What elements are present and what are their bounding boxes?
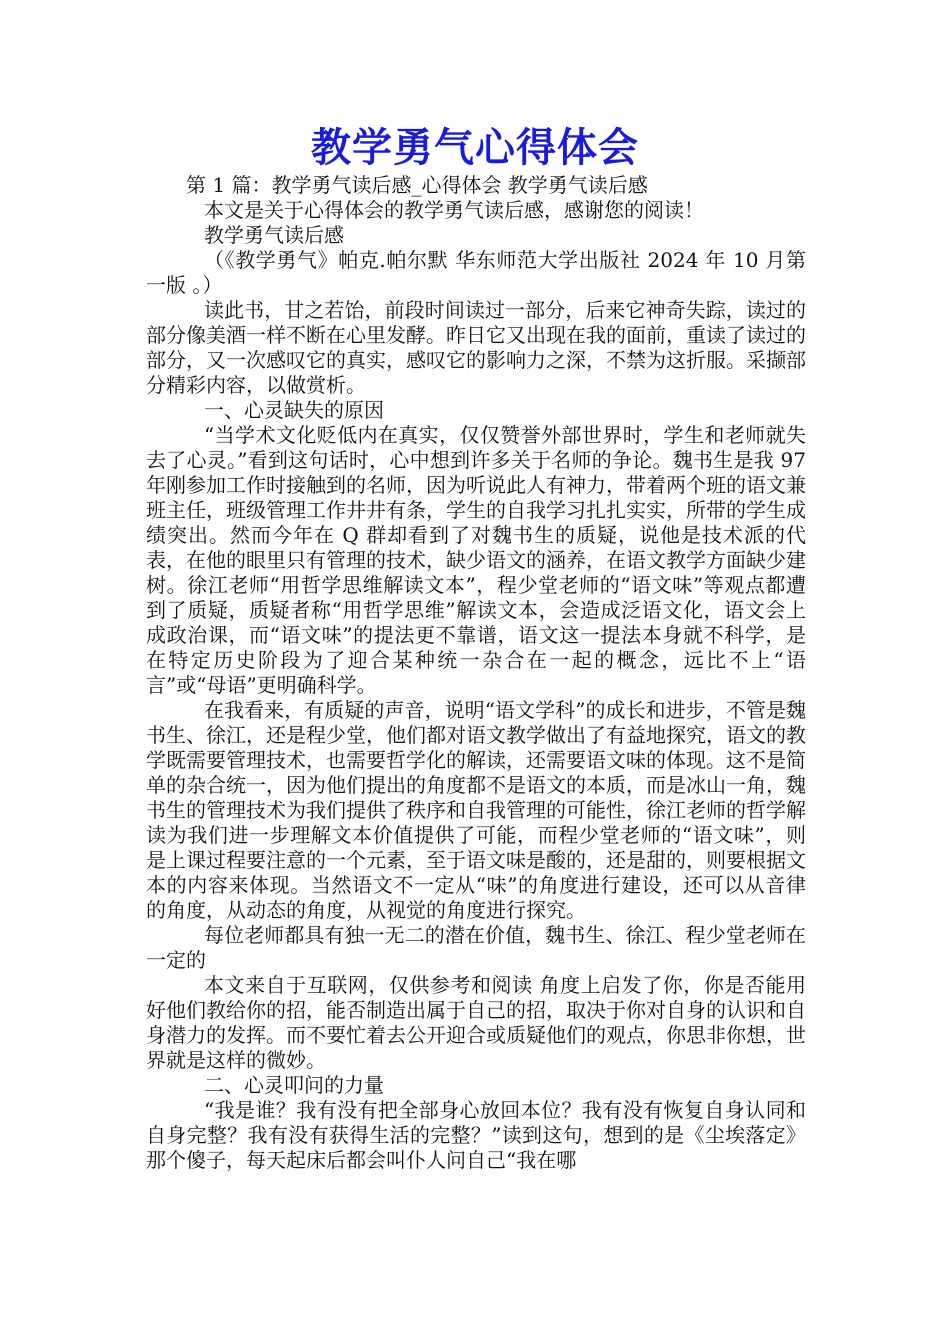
paragraph-quote-2: “我是谁？我有没有把全部身心放回本位？我有没有恢复自身认同和自身完整？我有没有获得生活的完整？”读到这句，想到的是《尘埃落定》那个傻子，每天起床后都会叫仆人问自己“我在哪 [146, 1098, 806, 1172]
paragraph-intro: 本文是关于心得体会的教学勇气读后感，感谢您的阅读！ [204, 198, 704, 222]
document-subtitle: 第 1 篇：教学勇气读后感_心得体会 教学勇气读后感 [186, 173, 648, 197]
section-heading-1: 一、心灵缺失的原因 [204, 398, 384, 422]
paragraph-reading: 读此书，甘之若饴，前段时间读过一部分，后来它神奇失踪，读过的部分像美酒一样不断在心里发酵。昨日它又出现在我的面前，重读了读过的部分，又一次感叹它的真实，感叹它的影响力之深，不禁为这折服。采撷部分精彩内容，以做赏析。 [146, 298, 806, 397]
paragraph-value: 每位老师都具有独一无二的潜在价值，魏书生、徐江、程少堂老师在一定的 [146, 923, 806, 972]
paragraph-book-info: （《教学勇气》帕克.帕尔默 华东师范大学出版社 2024 年 10 月第一版 。） [146, 248, 806, 297]
paragraph-quote-1: “当学术文化贬低内在真实，仅仅赞誉外部世界时，学生和老师就失去了心灵。”看到这句话时，心中想到许多关于名师的争论。魏书生是我 97 年刚参加工作时接触到的名师，因为听说此人有神力，带着两个班的语文兼班主任，班级管理工作井井有条，学生的自我学习扎扎实实，所带的学生成绩突出。然而今年在 Q 群却看到了对魏书生的质疑，说他是技术派的代表，在他的眼里只有管理的技术，缺少语文的涵养，在语文教学方面缺少建树。徐江老师“用哲学思维解读文本”，程少堂老师的“语文味”等观点都遭到了质疑，质疑者称“用哲学思维”解读文本，会造成泛语文化，语文会上成政治课，而“语文味”的提法更不靠谱，语文这一提法本身就不科学，是在特定历史阶段为了迎合某种统一杂合在一起的概念，远比不上“语言”或“母语”更明确科学。 [146, 423, 806, 697]
section-heading-2: 二、心灵叩问的力量 [204, 1073, 384, 1097]
paragraph-opinion: 在我看来，有质疑的声音，说明“语文学科”的成长和进步，不管是魏书生、徐江，还是程少堂，他们都对语文教学做出了有益地探究，语文的教学既需要管理技术，也需要哲学化的解读，还需要语文味的体现。这不是简单的杂合统一，因为他们提出的角度都不是语文的本质，而是冰山一角，魏书生的管理技术为我们提供了秩序和自我管理的可能性，徐江老师的哲学解读为我们进一步理解文本价值提供了可能，而程少堂老师的“语文味”，则是上课过程要注意的一个元素，至于语文味是酸的，还是甜的，则要根据文本的内容来体现。当然语文不一定从“味”的角度进行建设，还可以从音律的角度，从动态的角度，从视觉的角度进行探究。 [146, 698, 806, 922]
paragraph-heading-review: 教学勇气读后感 [204, 223, 344, 247]
document-title: 教学勇气心得体会 [311, 125, 639, 171]
document-body [146, 173, 806, 1173]
paragraph-source-note: 本文来自于互联网，仅供参考和阅读 角度上启发了你，你是否能用好他们教给你的招，能否制造出属于自己的招，取决于你对自身的认识和自身潜力的发挥。而不要忙着去公开迎合或质疑他们的观点，你思非你想，世界就是这样的微妙。 [146, 973, 806, 1072]
